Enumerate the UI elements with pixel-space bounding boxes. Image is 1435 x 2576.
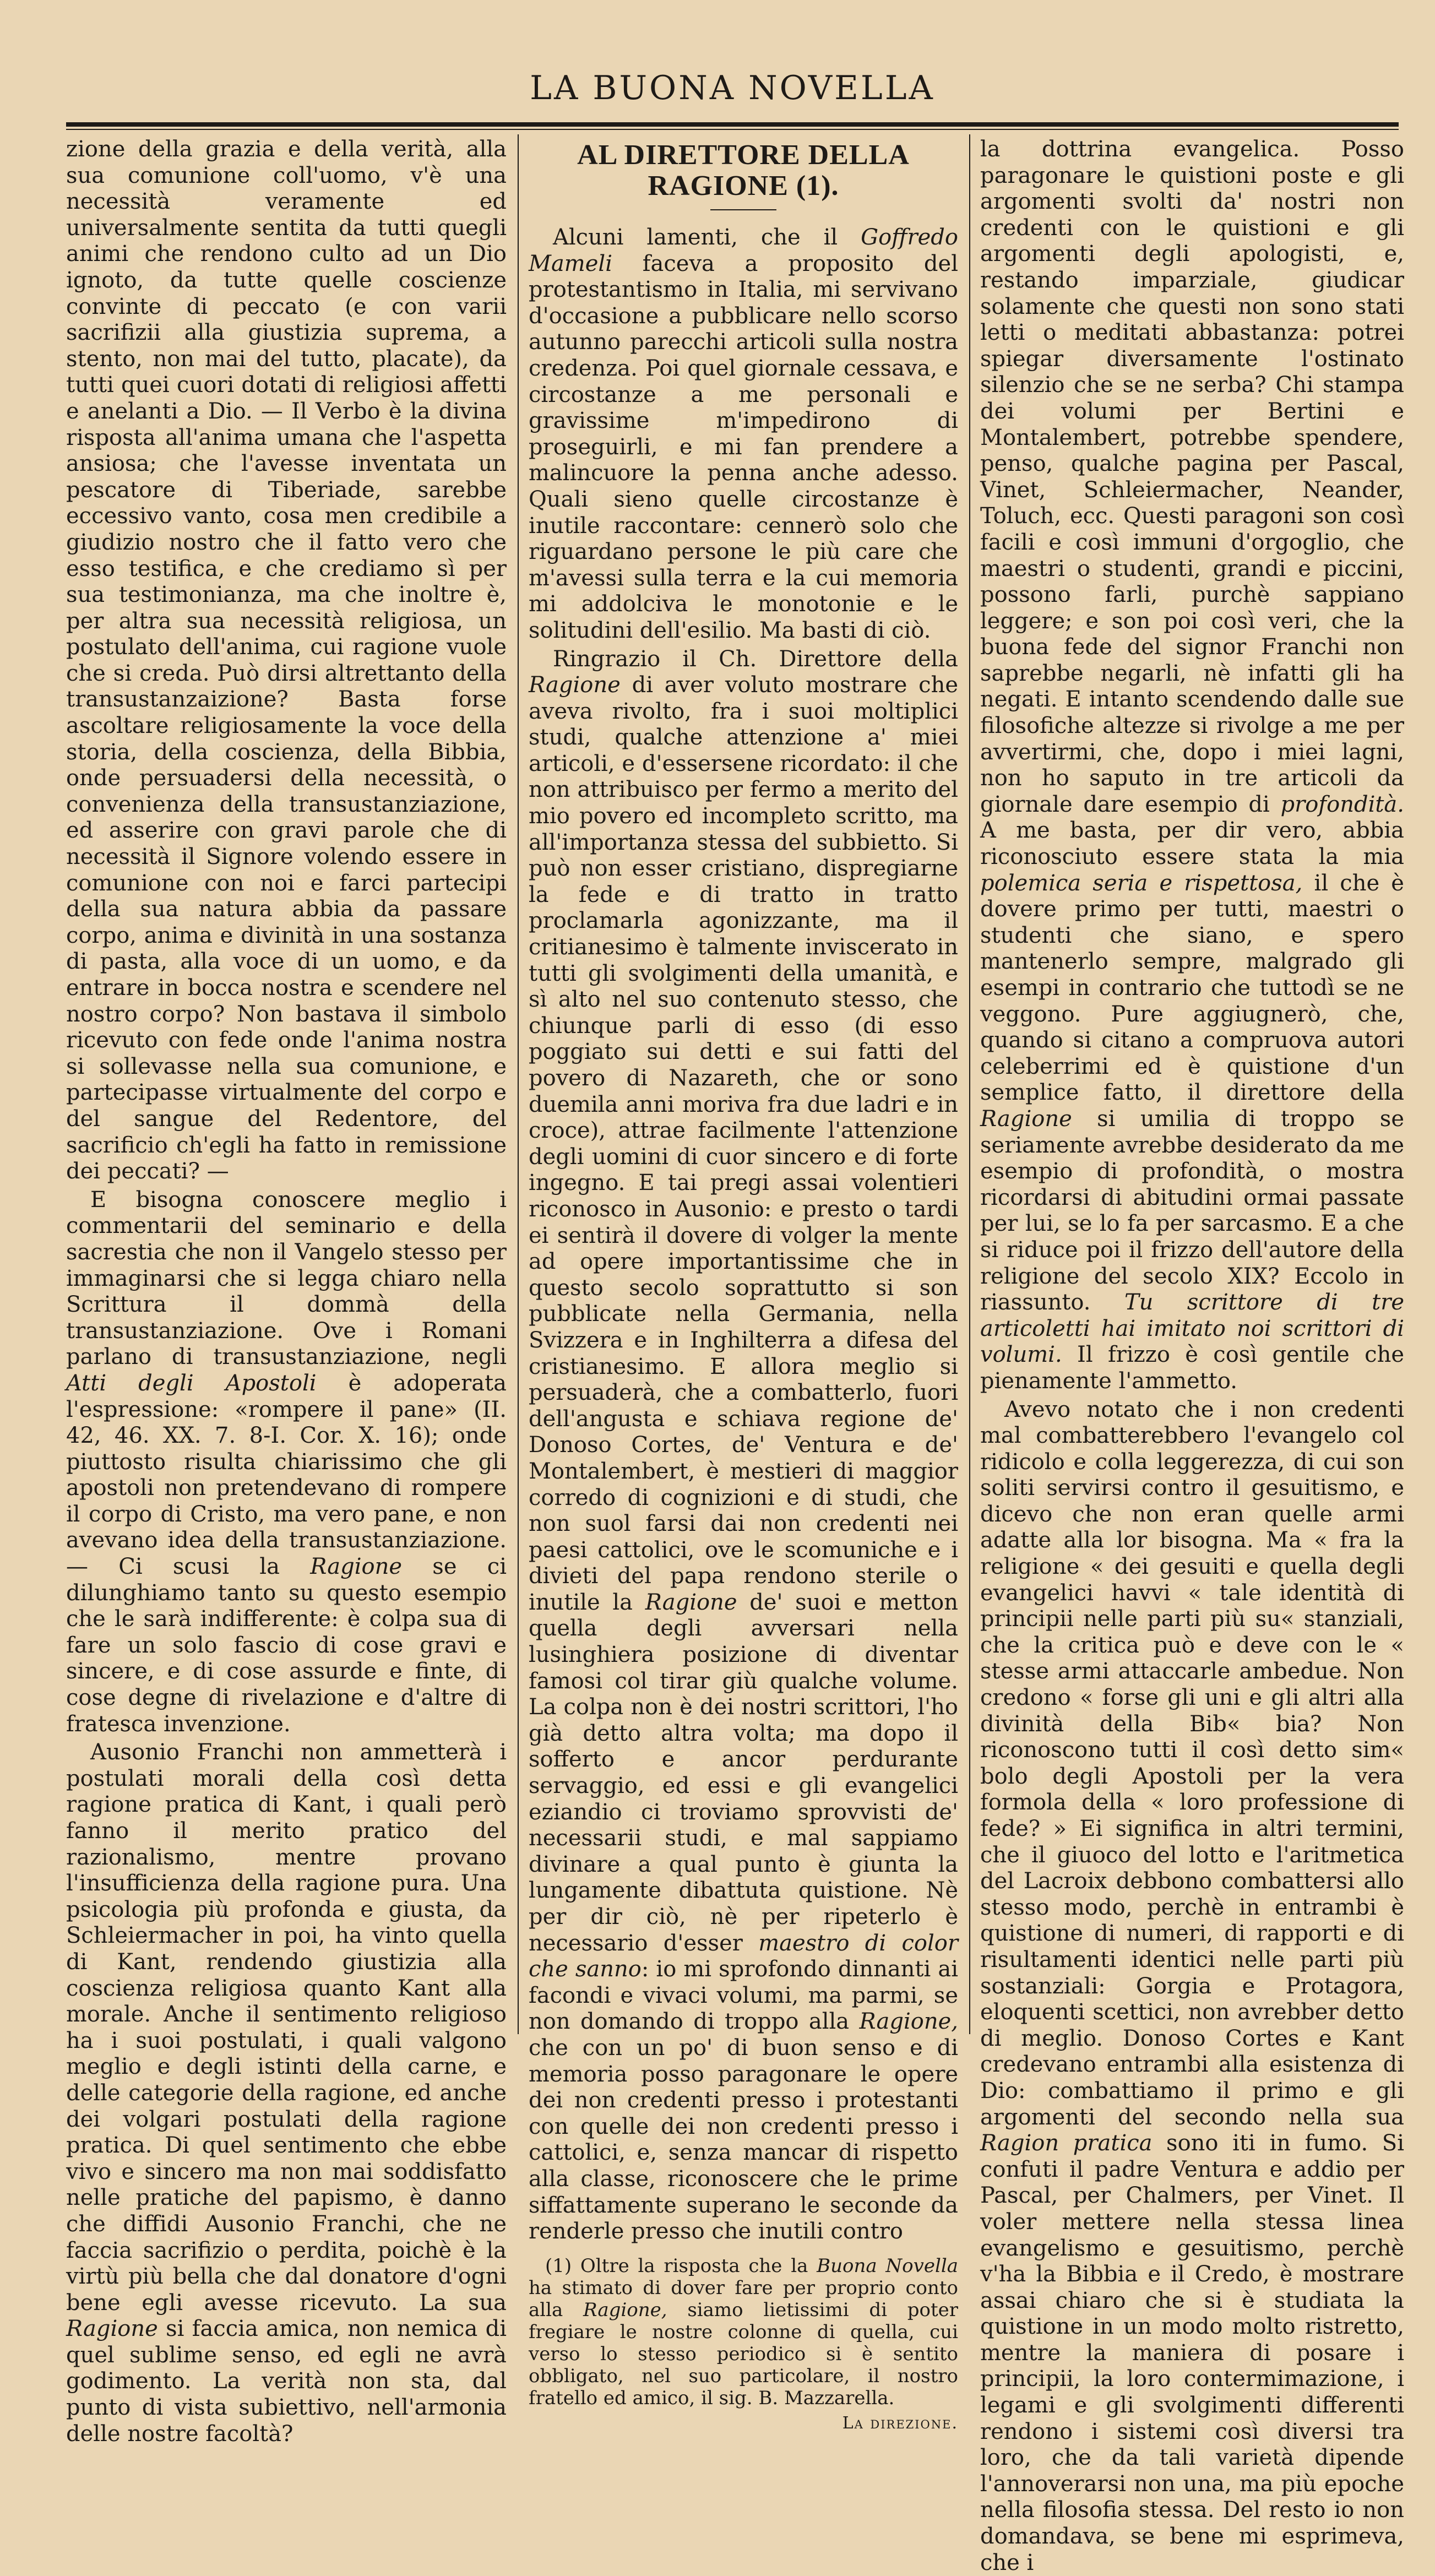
col2-p2-italic-ragione-2: Ragione [645, 1590, 737, 1615]
col3-p2-text-c: sono iti in fumo. Si confuti il padre Ventura e addio per Pascal, per Chalmers, per Vinet. Il voler mettere nella stessa linea evangelismo e gesuitismo, perchè v'ha la Bibbia e il Credo, è mostrare assai chiaro che si è studiata la quistione in un modo molto ristretto, mentre la maniera di posare i principii, la loro contermimazione, i legami e gli svolgimenti differenti rendono i sistemi così diversi tra loro, che da tali varietà dipende l'annoverarsi non una, ma più epoche nella filosofia stessa. Del resto io non domandava, se bene mi esprimeva, che i [980, 2131, 1404, 2575]
fn-italic-buona-novella: Buona Novella [817, 2255, 958, 2277]
col1-paragraph-3 [66, 1740, 507, 2447]
newspaper-title: LA BUONA NOVELLA [530, 69, 935, 107]
col2-p2-text-e: de' suoi e metton quella degli avversari nella lusinghiera posizione di diventar famosi col tirar giù qualche volume. La colpa non è dei nostri scrittori, l'ho già detto altra volta; ma dopo il sofferto e ancor perdurante servaggio, ed essi e gli evangelici eziandio ci troviamo sprovvisti de' necessarii studi, e mal sappiamo divinare a qual punto è giunta la lungamente dibattuta quistione. Nè per dir ciò, nè per ripeterlo è necessario d'esser [529, 1590, 958, 1956]
col3-p1-text-a: la dottrina evangelica. Posso paragonare le quistioni poste e gli argomenti svolti da' nostri non credenti con le quistioni e gli argomenti degli apologisti, e, restando imparziale, giudicar solamente che questi non sono stati letti o meditati abbastanza: potrei spiegar diversamente l'ostinato silenzio che se ne serba? Chi stampa dei volumi per Bertini e Montalembert, potrebbe spendere, penso, qualche pagina per Pascal, Vinet, Schleiermacher, Neander, Toluch, ecc. Questi paragoni son così facili e così immuni d'orgoglio, che maestri o studenti, grandi e piccini, possono farli, purchè sappiano leggere; e son poi così veri, che la buona fede del signor Franchi non saprebbe negarli, nè infatti gli ha negati. E intanto scendendo dalle sue filosofiche altezze si rivolge a me per avvertirmi, che, dopo i miei lagni, non ho saputo in tre articoli da giornale dare esempio di [980, 137, 1404, 817]
col3-p2-italic-ragion-pratica: Ragion pratica [980, 2131, 1152, 2156]
col3-p1-text-e: il che è dovere primo per tutti, maestri o studenti che siano, e spero mantenerlo sempre, malgrado gli esempi in contrario che tuttodì se ne veggono. Pure aggiugnerò, che, quando si citano a compruova autori celeberrimi ed è quistione d'un semplice fatto, il direttore della [980, 871, 1404, 1106]
col1-p2-italic-atti: Atti degli Apostoli [66, 1371, 317, 1396]
col1-p2-text-e: se ci dilunghiamo tanto su questo esempio che le sarà indifferente: è colpa sua di fare un solo fascio di cose gravi e sincere, e di cose assurde e finte, di cose degne di rivelazione e d'altre di fratesca invenzione. [66, 1554, 507, 1737]
footnote [529, 2255, 958, 2434]
col3-p1-italic-profondita: profondità. [1281, 792, 1405, 817]
footnote-signature: La direzione. [529, 2412, 958, 2434]
col1-paragraph-2 [66, 1187, 507, 1737]
col2-p2-text-g: : io mi sprofondo dinnanti ai facondi e vivaci volumi, ma parmi, se non domando di troppo alla [529, 1957, 958, 2034]
col2-p2-text-i: che con un po' di buon senso e di memoria posso paragonare le opere dei non credenti presso i protestanti con quelle dei non credenti presso i cattolici, e, senza mancar di rispetto alla classe, riconoscere che le prime siffattamente superano le seconde da renderle presso che inutili contro [529, 2035, 958, 2244]
col2-p1-italic-mameli: Goffredo Mameli [529, 225, 958, 276]
col3-p1-italic-ragione: Ragione [980, 1106, 1072, 1132]
header-rule-thin [66, 129, 1399, 130]
col3-p1-text-i: Il frizzo è così gentile che pienamente l'ammetto. [980, 1342, 1404, 1394]
col2-p1-text-c: faceva a proposito del protestantismo in Italia, mi servivano d'occasione a pubblicare nello scorso autunno parecchi articoli sulla nostra credenza. Poi quel giornale cessava, e circostanze a me personali e gravissime m'impedirono di proseguirli, e mi fan prendere a malincuore la penna anche adesso. Quali sieno quelle circostanze è inutile raccontare: cennerò solo che riguardano persone le più care che m'avessi sulla terra e la cui memoria mi addolciva le monotonie e le solitudini dell'esilio. Ma basti di ciò. [529, 251, 958, 643]
fn-italic-ragione: Ragione, [583, 2299, 667, 2321]
column-3 [980, 137, 1404, 2042]
column-divider-2 [969, 134, 970, 2034]
col3-p1-text-c: A me basta, per dir vero, abbia riconosciuto essere stata la mia [980, 818, 1404, 869]
col2-p2-italic-maestro: maestro di color che sanno [529, 1931, 958, 1982]
fn-text-e: siamo lietissimi di poter fregiare le nostre colonne di quella, cui verso lo stesso periodico si è sentito obbligato, nel suo particolare, il nostro fratello ed amico, il sig. B. Mazzarella. [529, 2299, 958, 2409]
col2-p1-text-a: Alcuni lamenti, che il [553, 225, 861, 250]
col2-paragraph-1 [529, 225, 958, 644]
col2-p2-text-c: di aver voluto mostrare che aveva rivolto, fra i suoi moltiplici studi, qualche attenzione a' miei articoli, e d'essersene ricordato: il che non attribuisco per fermo a merito del mio povero ed incompleto scritto, ma all'importanza stessa del subbietto. Si può non esser cristiano, dispregiarne la fede e di tratto in tratto proclamarla agonizzante, ma il critianesimo è talmente inviscerato in tutti gli svolgimenti della umanità, e sì alto nel suo contenuto stesso, che chiunque parli di esso (di esso poggiato sui detti e sui fatti del povero di Nazareth, che or sono duemila anni moriva fra due ladri e in croce), attrae facilmente l'attenzione degli uomini di cuor sincero e di forte ingegno. E tai pregi assai volentieri riconosco in Ausonio: e presto o tardi ei sentirà il dovere di volger la mente ad opere importantissime che in questo secolo soprattutto si son pubblicate nella Germania, nella Svizzera e in Inghilterra a difesa del cristianesimo. E allora meglio si persuaderà, che a combatterlo, fuori dell'angusta e schiava regione de' Donoso Cortes, de' Ventura e de' Montalembert, è mestieri di maggior corredo di cognizioni e di studi, che non suol farsi dai non credenti nei paesi cattolici, ove le scomuniche e i divieti del papa rendono sterile o inutile la [529, 672, 958, 1615]
fn-text-c: ha stimato di dover fare per proprio conto alla [529, 2277, 958, 2321]
fn-text-a: (1) Oltre la risposta che la [545, 2255, 817, 2277]
col2-p2-italic-ragione-1: Ragione [529, 672, 621, 698]
header-rule-thick [66, 122, 1399, 127]
col3-p1-text-g: si umilia di troppo se seriamente avrebbe desiderato da me esempio di profondità, o mostra ricordarsi di abitudini ormai passate per lui, se lo fa per sarcasmo. E a che si riduce poi il frizzo dell'autore della religione del secolo XIX? Eccolo in riassunto. [980, 1106, 1404, 1315]
col2-p2-italic-ragione-3: Ragione, [859, 2009, 958, 2034]
col1-p3-italic-ragione: Ragione [66, 2316, 158, 2341]
col3-p2-text-a: Avevo notato che i non credenti mal combatterebbero l'evangelo col ridicolo e colla leggerezza, di cui son soliti servirsi contro il gesuitismo, e dicevo che non eran quelle armi adatte alla lor bisogna. Ma « fra la religione « dei gesuiti e quella degli evangelici havvi « tale identità di principii nelle parti più su« stanziali, che la critica può e deve con le « stesse armi attaccarle ambedue. Non credono « forse gli uni e gli altri alla divinità della Bib« bia? Non riconoscono tutti il così detto sim« bolo degli Apostoli per la vera formola della « loro professione di fede? » Ei significa in altri termini, che il giuoco del lotto e l'aritmetica del Lacroix debbono combattersi allo stesso modo, perchè in entrambi è quistione di numeri, di rapporti e di risultamenti identici nelle parti più sostanziali: Gorgia e Protagora, eloquenti scettici, non avrebber detto di meglio. Donoso Cortes e Kant credevano entrambi alla esistenza di Dio: combattiamo il primo e gli argomenti del secondo nella sua [980, 1397, 1404, 2130]
col1-p2-italic-ragione: Ragione [310, 1554, 402, 1579]
col2-paragraph-2 [529, 646, 958, 2245]
col2-p2-text-a: Ringrazio il Ch. Direttore della [553, 646, 958, 672]
col1-p3-text-a: Ausonio Franchi non ammetterà i postulati morali della così detta ragione pratica di Kant, i quali però fanno il merito pratico del razionalismo, mentre provano l'insufficienza della ragione pura. Una psicologia più profonda e giusta, da Schleiermacher in poi, ha vinto quella di Kant, rendendo giustizia alla coscienza religiosa quanto Kant alla morale. Anche il sentimento religioso ha i suoi postulati, i quali valgono meglio e degli istinti della carne, e delle categorie della ragione, ed anche dei volgari postulati della ragione pratica. Di quel sentimento che ebbe vivo e sincero ma non mai soddisfatto nelle pratiche del papismo, è danno che diffidi Ausonio Franchi, che ne faccia sacrifizio o perdita, poichè è la virtù più bella che dal donatore d'ogni bene egli avesse ricevuto. La sua [66, 1740, 507, 2315]
masthead [66, 61, 1399, 116]
col3-p1-italic-polemica: polemica seria e rispettosa, [980, 871, 1302, 896]
col1-paragraph-1: zione della grazia e della verità, alla sua comunione coll'uomo, v'è una necessità veramente ed universalmente sentita da tutti quegli animi che rendono culto ad un Dio ignoto, da tutte quelle coscienze convinte di peccato (e con varii sacrifizii alla giustizia suprema, a stento, non mai del tutto, placate), da tutti quei cuori dotati di religiosi affetti e anelanti a Dio. — Il Verbo è la divina risposta all'anima umana che l'aspetta ansiosa; che l'avesse inventata un pescatore di Tiberiade, sarebbe eccessivo vanto, cosa men credibile a giudizio nostro che il fatto vero che esso testifica, e che crediamo sì per sua testimonianza, ma che inoltre è, per altra sua necessità religiosa, un postulato dell'anima, cui ragione vuole che si creda. Può dirsi altrettanto della transustanzaizione? Basta forse ascoltare religiosamente la voce della storia, della coscienza, della Bibbia, onde persuadersi della necessità, o convenienza della transustanziazione, ed asserire con gravi parole che di necessità il Signore volendo essere in comunione con noi e farci partecipi della sua natura abbia da passare corpo, anima e divinità in una sostanza di pasta, alla voce di un uomo, e da entrare in bocca nostra e scendere nel nostro corpo? Non bastava il simbolo ricevuto con fede onde l'anima nostra si sollevasse nella sua comunione, e partecipasse virtualmente del corpo e del sangue del Redentore, del sacrificio ch'egli ha fatto in remissione dei peccati? — [66, 137, 507, 1185]
column-divider-1 [518, 134, 519, 2034]
column-1 [66, 137, 507, 2042]
col1-p3-text-c: si faccia amica, non nemica di quel sublime senso, ed egli ne avrà godimento. La verità non sta, dal punto di vista subiettivo, nell'armonia delle nostre facoltà? [66, 2316, 507, 2446]
col1-p2-text-c: è adoperata l'espressione: «rompere il pane» (II. 42, 46. XX. 7. 8-I. Cor. X. 16); onde piuttosto risulta chiarissimo che gli apostoli non pretendevano di rompere il corpo di Cristo, ma vero pane, e non avevano idea della transustanziazione. — Ci scusi la [66, 1371, 507, 1579]
footnote-text [529, 2255, 958, 2409]
col3-p1-italic-quote: Tu scrittore di tre articoletti hai imitato noi scrittori di volumi. [980, 1290, 1404, 1367]
col3-paragraph-1 [980, 137, 1404, 1395]
col1-p2-text-a: E bisogna conoscere meglio i commentarii del seminario e della sacrestia che non il Vangelo stesso per immaginarsi che si legga chiaro nella Scrittura il dommà della transustanziazione. Ove i Romani parlano di transustanziazione, negli [66, 1187, 507, 1370]
title-short-rule [710, 209, 776, 210]
column-2 [529, 137, 958, 2042]
col3-paragraph-2 [980, 1397, 1404, 2576]
article-title: AL DIRETTORE DELLA RAGIONE (1). [529, 140, 958, 202]
